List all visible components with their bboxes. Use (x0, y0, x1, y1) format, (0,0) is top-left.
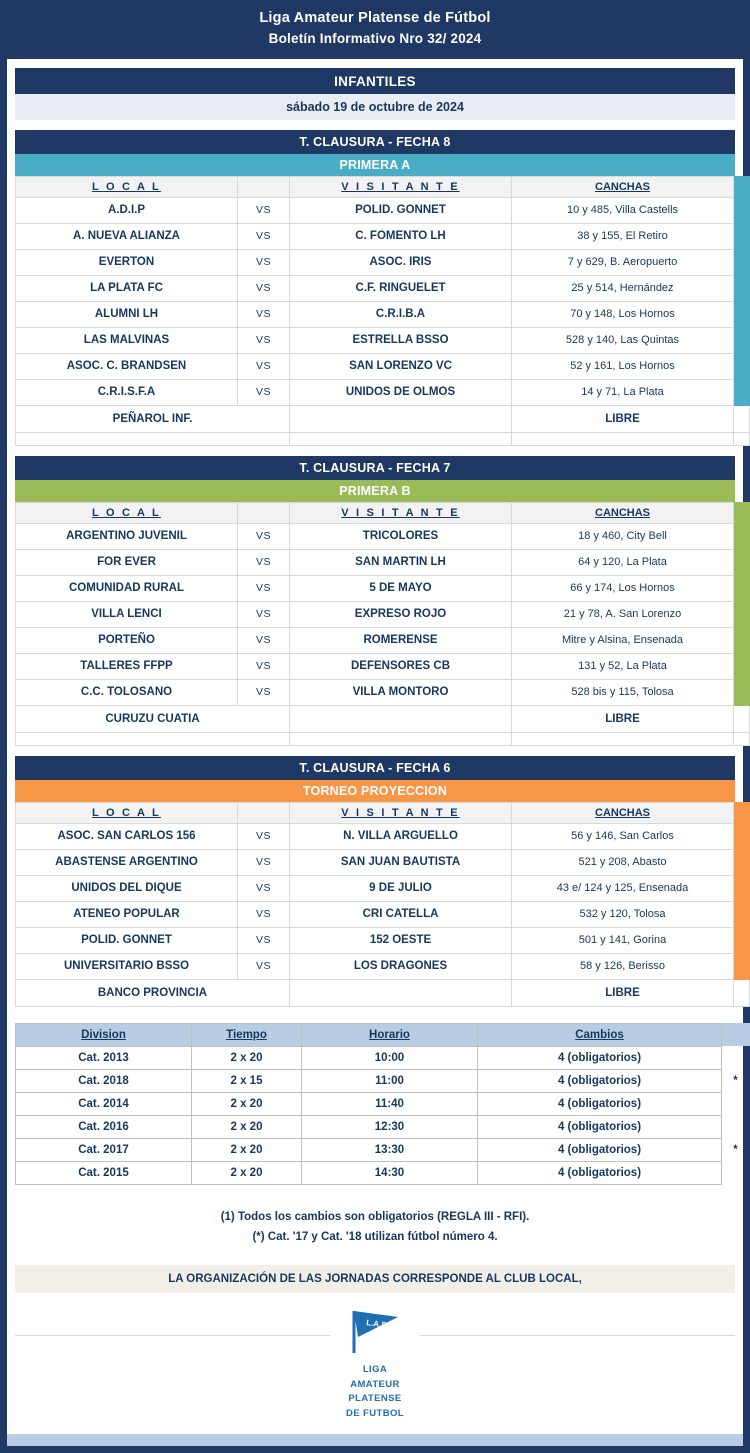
local-team: LAS MALVINAS (16, 327, 238, 353)
fecha-bar-1: T. CLAUSURA - FECHA 8 (15, 130, 735, 154)
accent-cell-3 (734, 802, 750, 823)
col-visitante-2: V I S I T A N T E (290, 502, 512, 523)
cancha-value: 131 y 52, La Plata (512, 653, 734, 679)
accent-cell (734, 979, 750, 1006)
visitante-team: UNIDOS DE OLMOS (290, 379, 512, 405)
visitante-team: ASOC. IRIS (290, 249, 512, 275)
organization-bar: LA ORGANIZACIÓN DE LAS JORNADAS CORRESPONDE AL CLUB LOCAL, (15, 1265, 735, 1293)
local-team: ALUMNI LH (16, 301, 238, 327)
libre-team: BANCO PROVINCIA (16, 979, 290, 1006)
local-team: ARGENTINO JUVENIL (16, 523, 238, 549)
accent-cell (734, 197, 750, 223)
col-gap-2 (238, 502, 290, 523)
schedule-star: * (733, 1143, 738, 1156)
section-primera-a (15, 130, 735, 446)
vs-label: VS (238, 523, 290, 549)
col-gap-1 (238, 176, 290, 197)
vs-label: VS (238, 249, 290, 275)
local-team: C.C. TOLOSANO (16, 679, 238, 705)
libre-label: LIBRE (512, 979, 734, 1006)
local-team: COMUNIDAD RURAL (16, 575, 238, 601)
cancha-value: 7 y 629, B. Aeropuerto (512, 249, 734, 275)
libre-label: LIBRE (512, 705, 734, 732)
schedule-horario: 11:40 (302, 1092, 478, 1115)
libre-row-2 (16, 705, 750, 732)
table-row (16, 353, 750, 379)
categoria-bar-3: TORNEO PROYECCION (15, 780, 735, 802)
schedule-division: Cat. 2016 (16, 1115, 192, 1138)
libre-row-1 (16, 405, 750, 432)
local-team: ATENEO POPULAR (16, 901, 238, 927)
cancha-value: 58 y 126, Berisso (512, 953, 734, 979)
vs-label: VS (238, 223, 290, 249)
vs-label: VS (238, 953, 290, 979)
schedule-cambios: 4 (obligatorios) (478, 1069, 722, 1092)
accent-cell (734, 875, 750, 901)
schedule-row (16, 1092, 750, 1115)
spacer-row-2 (16, 732, 750, 745)
local-team: TALLERES FFPP (16, 653, 238, 679)
accent-cell (734, 223, 750, 249)
col-local-1: L O C A L (16, 176, 238, 197)
schedule-tiempo: 2 x 20 (192, 1161, 302, 1184)
accent-cell-1 (734, 176, 750, 197)
local-team: VILLA LENCI (16, 601, 238, 627)
table-row (16, 601, 750, 627)
local-team: FOR EVER (16, 549, 238, 575)
vs-label: VS (238, 197, 290, 223)
cancha-value: 66 y 174, Los Hornos (512, 575, 734, 601)
accent-cell (734, 849, 750, 875)
schedule-section (15, 1023, 738, 1185)
col-canchas-1: CANCHAS (512, 176, 734, 197)
content-area (7, 68, 743, 1422)
cancha-value: 70 y 148, Los Hornos (512, 301, 734, 327)
cancha-value: 14 y 71, La Plata (512, 379, 734, 405)
fixture-table-1 (15, 176, 750, 446)
table-header-row-3 (16, 802, 750, 823)
table-row (16, 379, 750, 405)
cancha-value: Mitre y Alsina, Ensenada (512, 627, 734, 653)
libre-label: LIBRE (512, 405, 734, 432)
logo (330, 1307, 420, 1421)
schedule-horario: 11:00 (302, 1069, 478, 1092)
visitante-team: POLID. GONNET (290, 197, 512, 223)
accent-cell (734, 549, 750, 575)
accent-cell (734, 249, 750, 275)
vs-label: VS (238, 549, 290, 575)
accent-cell (734, 275, 750, 301)
visitante-team: 5 DE MAYO (290, 575, 512, 601)
visitante-team: ESTRELLA BSSO (290, 327, 512, 353)
cancha-value: 528 bis y 115, Tolosa (512, 679, 734, 705)
cancha-value: 501 y 141, Gorina (512, 927, 734, 953)
local-team: LA PLATA FC (16, 275, 238, 301)
table-row (16, 223, 750, 249)
table-row (16, 849, 750, 875)
schedule-cambios: 4 (obligatorios) (478, 1046, 722, 1069)
schedule-star: * (733, 1074, 738, 1087)
accent-cell (734, 953, 750, 979)
table-row (16, 275, 750, 301)
accent-cell-2 (734, 502, 750, 523)
libre-row-3 (16, 979, 750, 1006)
vs-label: VS (238, 601, 290, 627)
table-row (16, 249, 750, 275)
visitante-team: LOS DRAGONES (290, 953, 512, 979)
logo-line-4: DE FUTBOL (346, 1408, 404, 1420)
accent-cell (734, 601, 750, 627)
table-row (16, 523, 750, 549)
vs-label: VS (238, 275, 290, 301)
vs-label: VS (238, 575, 290, 601)
categoria-bar-1: PRIMERA A (15, 154, 735, 176)
accent-cell (734, 327, 750, 353)
cancha-value: 528 y 140, Las Quintas (512, 327, 734, 353)
accent-cell (734, 823, 750, 849)
visitante-team: ROMERENSE (290, 627, 512, 653)
table-row (16, 575, 750, 601)
svg-text:L.A.P.: L.A.P. (365, 1317, 389, 1330)
masthead-title-line2: Boletín Informativo Nro 32/ 2024 (268, 31, 482, 47)
local-team: EVERTON (16, 249, 238, 275)
schedule-table (15, 1023, 750, 1185)
schedule-star (722, 1092, 750, 1115)
schedule-header-row (16, 1023, 750, 1046)
schedule-row (16, 1115, 750, 1138)
col-visitante-3: V I S I T A N T E (290, 802, 512, 823)
fecha-bar-2: T. CLAUSURA - FECHA 7 (15, 456, 735, 480)
schedule-division: Cat. 2017 (16, 1138, 192, 1161)
local-team: ABASTENSE ARGENTINO (16, 849, 238, 875)
schedule-horario: 14:30 (302, 1161, 478, 1184)
local-team: A.D.I.P (16, 197, 238, 223)
vs-label: VS (238, 327, 290, 353)
accent-cell (734, 679, 750, 705)
accent-cell (734, 653, 750, 679)
visitante-team: SAN MARTIN LH (290, 549, 512, 575)
col-canchas-3: CANCHAS (512, 802, 734, 823)
date-header: sábado 19 de octubre de 2024 (15, 94, 735, 120)
schedule-col-note (722, 1023, 750, 1046)
schedule-col-cambios: Cambios (478, 1023, 722, 1046)
fixture-table-2 (15, 502, 750, 746)
visitante-team: N. VILLA ARGUELLO (290, 823, 512, 849)
cancha-value: 38 y 155, El Retiro (512, 223, 734, 249)
libre-empty (290, 405, 512, 432)
vs-label: VS (238, 927, 290, 953)
local-team: UNIVERSITARIO BSSO (16, 953, 238, 979)
masthead (7, 0, 743, 59)
table-row (16, 627, 750, 653)
cancha-value: 21 y 78, A. San Lorenzo (512, 601, 734, 627)
vs-label: VS (238, 301, 290, 327)
vs-label: VS (238, 379, 290, 405)
table-row (16, 875, 750, 901)
fixture-table-3 (15, 802, 750, 1007)
vs-label: VS (238, 627, 290, 653)
schedule-horario: 13:30 (302, 1138, 478, 1161)
local-team: A. NUEVA ALIANZA (16, 223, 238, 249)
visitante-team: VILLA MONTORO (290, 679, 512, 705)
cancha-value: 56 y 146, San Carlos (512, 823, 734, 849)
schedule-star (722, 1115, 750, 1138)
category-header: INFANTILES (15, 68, 735, 94)
cancha-value: 52 y 161, Los Hornos (512, 353, 734, 379)
schedule-cambios: 4 (obligatorios) (478, 1138, 722, 1161)
accent-cell (734, 627, 750, 653)
section-primera-b (15, 456, 735, 746)
visitante-team: DEFENSORES CB (290, 653, 512, 679)
schedule-division: Cat. 2013 (16, 1046, 192, 1069)
accent-cell (734, 901, 750, 927)
libre-empty (290, 979, 512, 1006)
table-row (16, 953, 750, 979)
schedule-tiempo: 2 x 20 (192, 1092, 302, 1115)
table-row (16, 653, 750, 679)
accent-cell (734, 405, 750, 432)
accent-cell (734, 705, 750, 732)
col-local-3: L O C A L (16, 802, 238, 823)
visitante-team: SAN LORENZO VC (290, 353, 512, 379)
col-local-2: L O C A L (16, 502, 238, 523)
accent-cell (734, 575, 750, 601)
visitante-team: EXPRESO ROJO (290, 601, 512, 627)
cancha-value: 64 y 120, La Plata (512, 549, 734, 575)
schedule-col-division: Division (16, 1023, 192, 1046)
libre-team: CURUZU CUATIA (16, 705, 290, 732)
vs-label: VS (238, 849, 290, 875)
local-team: PORTEÑO (16, 627, 238, 653)
vs-label: VS (238, 679, 290, 705)
logo-area (15, 1307, 735, 1421)
schedule-col-tiempo: Tiempo (192, 1023, 302, 1046)
schedule-tiempo: 2 x 20 (192, 1115, 302, 1138)
visitante-team: CRI CATELLA (290, 901, 512, 927)
libre-team: PEÑAROL INF. (16, 405, 290, 432)
accent-cell (734, 379, 750, 405)
notes-block (15, 1185, 735, 1255)
cancha-value: 18 y 460, City Bell (512, 523, 734, 549)
table-row (16, 901, 750, 927)
visitante-team: 9 DE JULIO (290, 875, 512, 901)
accent-cell (734, 301, 750, 327)
table-row (16, 679, 750, 705)
schedule-row (16, 1069, 750, 1092)
local-team: ASOC. C. BRANDSEN (16, 353, 238, 379)
schedule-row (16, 1138, 750, 1161)
schedule-col-horario: Horario (302, 1023, 478, 1046)
logo-line-3: PLATENSE (348, 1393, 402, 1405)
schedule-horario: 10:00 (302, 1046, 478, 1069)
table-row (16, 549, 750, 575)
accent-cell (734, 927, 750, 953)
section-torneo-proyeccion (15, 756, 735, 1007)
schedule-division: Cat. 2015 (16, 1161, 192, 1184)
accent-cell (734, 523, 750, 549)
masthead-title-line1: Liga Amateur Platense de Fútbol (259, 10, 491, 26)
cancha-value: 10 y 485, Villa Castells (512, 197, 734, 223)
cancha-value: 25 y 514, Hernández (512, 275, 734, 301)
lap-pennant-icon (344, 1307, 406, 1359)
table-header-row-1 (16, 176, 750, 197)
spacer-after-masthead (7, 59, 743, 68)
spacer-row-1 (16, 432, 750, 445)
schedule-cambios: 4 (obligatorios) (478, 1115, 722, 1138)
schedule-row (16, 1046, 750, 1069)
logo-line-2: AMATEUR (350, 1378, 400, 1390)
schedule-cambios: 4 (obligatorios) (478, 1161, 722, 1184)
local-team: ASOC. SAN CARLOS 156 (16, 823, 238, 849)
cancha-value: 532 y 120, Tolosa (512, 901, 734, 927)
visitante-team: 152 OESTE (290, 927, 512, 953)
schedule-tiempo: 2 x 20 (192, 1138, 302, 1161)
schedule-cambios: 4 (obligatorios) (478, 1092, 722, 1115)
note-line-1: (1) Todos los cambios son obligatorios (REGLA III - RFI). (220, 1210, 530, 1223)
visitante-team: SAN JUAN BAUTISTA (290, 849, 512, 875)
visitante-team: C. FOMENTO LH (290, 223, 512, 249)
schedule-division: Cat. 2018 (16, 1069, 192, 1092)
cancha-value: 43 e/ 124 y 125, Ensenada (512, 875, 734, 901)
schedule-division: Cat. 2014 (16, 1092, 192, 1115)
table-header-row-2 (16, 502, 750, 523)
local-team: C.R.I.S.F.A (16, 379, 238, 405)
libre-empty (290, 705, 512, 732)
accent-cell (734, 353, 750, 379)
cancha-value: 521 y 208, Abasto (512, 849, 734, 875)
schedule-horario: 12:30 (302, 1115, 478, 1138)
vs-label: VS (238, 901, 290, 927)
fecha-bar-3: T. CLAUSURA - FECHA 6 (15, 756, 735, 780)
table-row (16, 301, 750, 327)
visitante-team: TRICOLORES (290, 523, 512, 549)
table-row (16, 197, 750, 223)
logo-line-1: LIGA (362, 1363, 388, 1375)
local-team: POLID. GONNET (16, 927, 238, 953)
visitante-team: C.R.I.B.A (290, 301, 512, 327)
visitante-team: C.F. RINGUELET (290, 275, 512, 301)
note-line-2: (*) Cat. '17 y Cat. '18 utilizan fútbol número 4. (252, 1230, 498, 1243)
table-row (16, 927, 750, 953)
schedule-row (16, 1161, 750, 1184)
schedule-tiempo: 2 x 15 (192, 1069, 302, 1092)
table-row (16, 327, 750, 353)
col-gap-3 (238, 802, 290, 823)
schedule-tiempo: 2 x 20 (192, 1046, 302, 1069)
vs-label: VS (238, 653, 290, 679)
vs-label: VS (238, 353, 290, 379)
col-visitante-1: V I S I T A N T E (290, 176, 512, 197)
categoria-bar-2: PRIMERA B (15, 480, 735, 502)
col-canchas-2: CANCHAS (512, 502, 734, 523)
schedule-star (722, 1161, 750, 1184)
vs-label: VS (238, 823, 290, 849)
footer-band (7, 1434, 743, 1446)
vs-label: VS (238, 875, 290, 901)
local-team: UNIDOS DEL DIQUE (16, 875, 238, 901)
table-row (16, 823, 750, 849)
schedule-star (722, 1046, 750, 1069)
